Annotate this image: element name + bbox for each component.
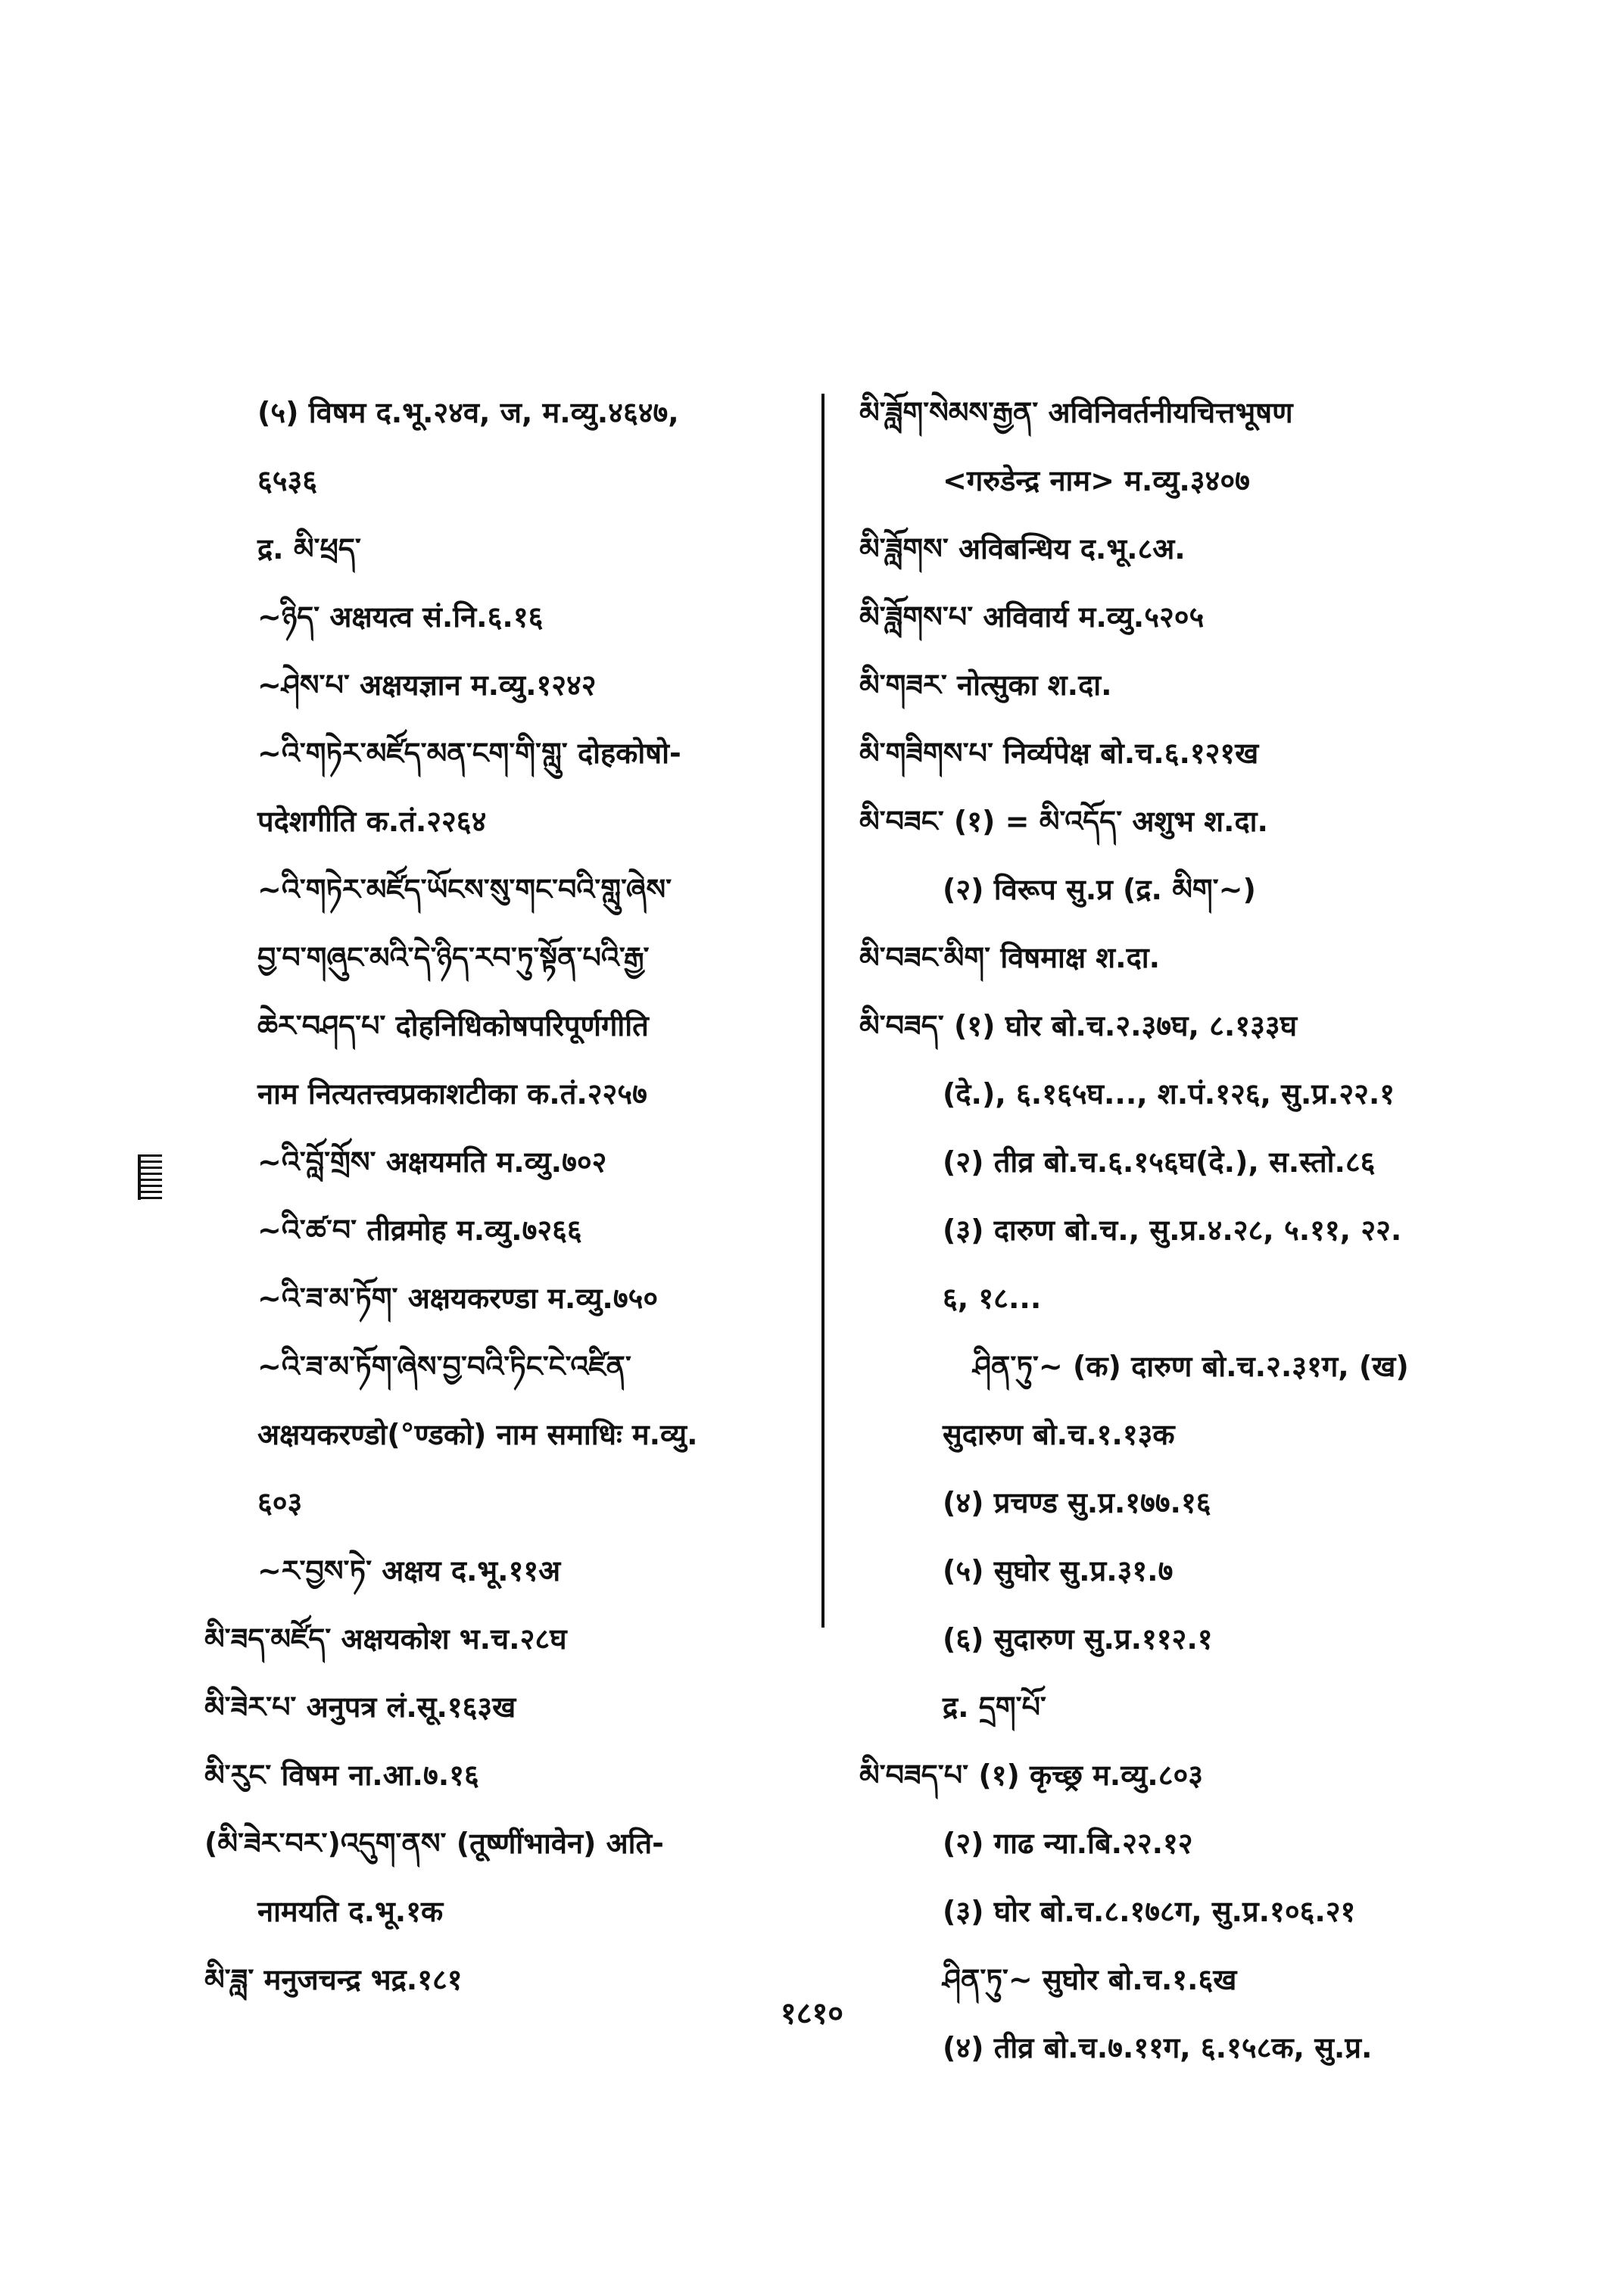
entry-headword-line: མི་བཟད་ (१) घोर बो.च.२.३७घ, ८.१३३घ [859, 1009, 1298, 1042]
entry-headword-line: (མི་ཟེར་བར་)འདུག་ནས་ (तूष्णींभावेन) अति- [204, 1827, 664, 1860]
page-number: १८१० [780, 1996, 844, 2031]
entry-line: अक्षयकरण्डो(°ण्डको) नाम समाधिः म.व्यु. [257, 1418, 698, 1451]
entry-line: (४) तीव्र बो.च.७.११ग, ६.१५८क, सु.प्र. [943, 2031, 1373, 2064]
entry-line: (५) विषम द.भू.२४व, ज, म.व्यु.४६४७, [257, 396, 679, 429]
entry-headword-line: མི་ཟློགས་ अविबन्धिय द.भू.८अ. [859, 532, 1186, 565]
entry-line: (२) गाढ न्या.बि.२२.१२ [943, 1827, 1193, 1860]
entry-headword-line: མི་ཟད་མཛོད་ अक्षयकोश भ.च.२८घ [204, 1622, 567, 1656]
entry-line: ~འི་ཟ་མ་ཏོག་ཞེས་བྱ་བའི་ཏིང་ངེ་འཛིན་ [257, 1350, 631, 1383]
margin-mark [138, 1154, 162, 1200]
entry-line: (६) सुदारुण सु.प्र.११२.१ [943, 1622, 1213, 1656]
entry-line: ~ཉིད་ अक्षयत्व सं.नि.६.१६ [257, 600, 544, 634]
entry-line: (५) सुघोर सु.प्र.३१.७ [943, 1554, 1174, 1587]
entry-headword-line: མི་བཟང་མིག་ विषमाक्ष श.दा. [859, 941, 1161, 974]
entry-line: सुदारुण बो.च.१.१३क [943, 1418, 1175, 1451]
entry-line: ཤིན་ཏུ་~ (क) दारुण बो.च.२.३१ग, (ख) [973, 1350, 1409, 1383]
entry-headword-line: མི་ཟེར་པ་ अनुपत्र लं.सू.१६३ख [204, 1690, 516, 1724]
entry-line: ཆེར་བཤད་པ་ दोहनिधिकोषपरिपूर्णगीति [257, 1009, 649, 1042]
entry-line: (२) तीव्र बो.च.६.१५६घ(दे.), स.स्तो.८६ [943, 1145, 1376, 1179]
entry-line: पदेशगीति क.तं.२२६४ [257, 805, 487, 838]
entry-line: द्र. མི་ཕྲད་ [257, 532, 361, 565]
entry-line: (३) दारुण बो.च., सु.प्र.४.२८, ५.११, २२. [943, 1213, 1402, 1247]
entry-headword-line: མི་རུང་ विषम ना.आ.७.१६ [204, 1759, 479, 1792]
entry-headword-line: མི་བཟང་ (१) = མི་འདོད་ अशुभ श.दा. [859, 805, 1268, 838]
entry-line: ~ཤེས་པ་ अक्षयज्ञान म.व्यु.१२४२ [257, 668, 597, 702]
entry-line: नामयति द.भू.१क [257, 1895, 444, 1928]
entry-line: ~འི་གཏེར་མཛོད་མན་ངག་གི་གླུ་ दोहकोषो- [257, 737, 681, 770]
left-column [204, 379, 810, 2014]
entry-headword-line: མི་ཟླ་ मनुजचन्द्र भद्र.१८१ [204, 1963, 463, 1996]
entry-line: ६, १८... [943, 1282, 1042, 1315]
entry-line: द्र. དྲག་པོ་ [943, 1690, 1046, 1724]
entry-headword-line: མི་གཟིགས་པ་ निर्व्यपेक्ष बो.च.६.१२१ख [859, 737, 1259, 770]
entry-line: བྱ་བ་གཞུང་མའི་དེ་ཉིད་རབ་ཏུ་སྟོན་པའི་རྒྱ་ [257, 941, 650, 974]
entry-headword-line: མི་ཟློགས་པ་ अविवार्य म.व्यु.५२०५ [859, 600, 1205, 634]
entry-line: <गरुडेन्द्र नाम> म.व्यु.३४०७ [943, 464, 1250, 497]
entry-line: ~འི་ཟ་མ་ཏོག་ अक्षयकरण्डा म.व्यु.७५० [257, 1282, 659, 1315]
entry-line: ~འི་བློ་གྲོས་ अक्षयमति म.व्यु.७०२ [257, 1145, 607, 1179]
entry-line: (दे.), ६.१६५घ..., श.पं.१२६, सु.प्र.२२.१ [943, 1077, 1395, 1111]
entry-line: नाम नित्यतत्त्वप्रकाशटीका क.तं.२२५७ [257, 1077, 647, 1111]
entry-headword-line: མི་ཟློག་སེམས་རྒྱན་ अविनिवर्तनीयचित्तभूषण [859, 396, 1293, 429]
entry-line: ~འི་གཏེར་མཛོད་ཡོངས་སུ་གང་བའི་གླུ་ཞེས་ [257, 873, 672, 906]
entry-line: ६५३६ [257, 464, 318, 497]
entry-line: ~འི་ཚ་བ་ तीव्रमोह म.व्यु.७२६६ [257, 1213, 582, 1247]
entry-headword-line: མི་བཟད་པ་ (१) कृच्छ्र म.व्यु.८०३ [859, 1759, 1203, 1792]
entry-line: ६०३ [257, 1486, 303, 1519]
entry-line: ~ར་བྱས་ཏེ་ अक्षय द.भू.११अ [257, 1554, 561, 1587]
entry-line: ཤིན་ཏུ་~ सुघोर बो.च.१.६ख [943, 1963, 1237, 1996]
entry-line: (३) घोर बो.च.८.१७८ग, सु.प्र.१०६.२१ [943, 1895, 1356, 1928]
entry-line: (४) प्रचण्ड सु.प्र.१७७.१६ [943, 1486, 1211, 1519]
column-divider [821, 394, 824, 1628]
right-column [859, 379, 1465, 2082]
entry-headword-line: མི་གཟར་ नोत्सुका श.दा. [859, 668, 1112, 702]
entry-line: (२) विरूप सु.प्र (द्र. མིག་~) [943, 873, 1256, 906]
